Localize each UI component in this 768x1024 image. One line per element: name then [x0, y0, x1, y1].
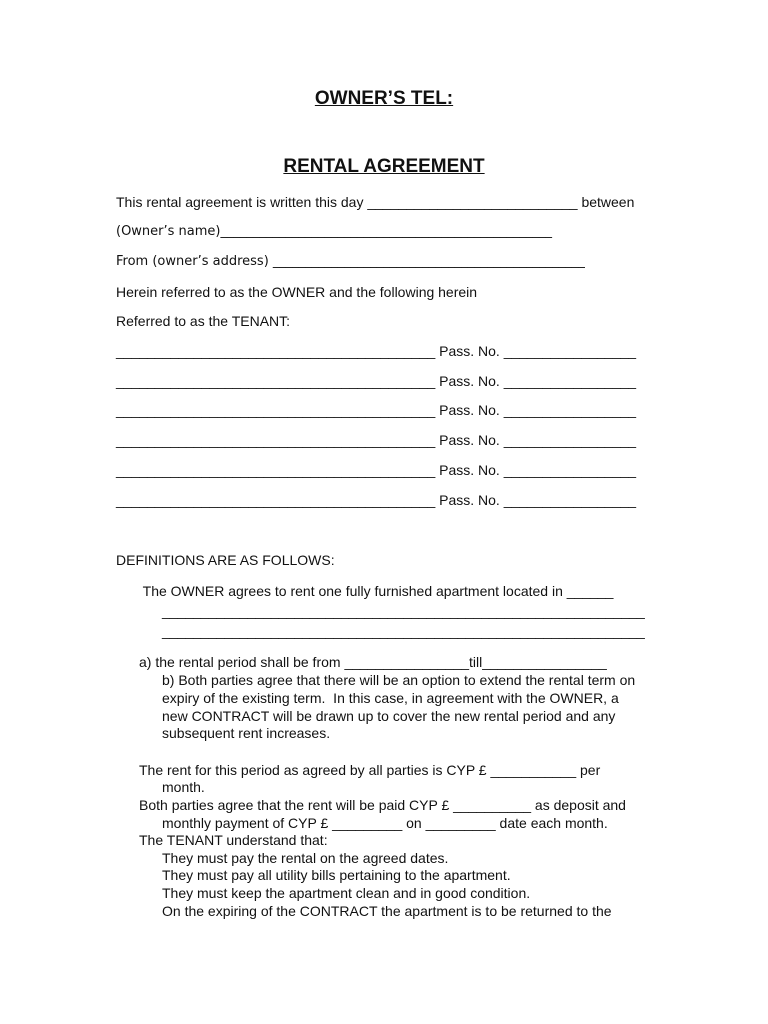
tenant-row: _________________________________________ Pass. No. _________________ — [116, 432, 637, 448]
tenant-row: _________________________________________ Pass. No. _________________ — [116, 492, 637, 508]
owner-name-line: (Owner’s name)___________________________________________________ — [116, 224, 552, 239]
tenant-row: _________________________________________ Pass. No. _________________ — [116, 373, 637, 389]
deposit-line: monthly payment of CYP £ _________ on _________ date each month. — [162, 815, 608, 831]
tenant-obligation-item: On the expiring of the CONTRACT the apartment is to be returned to the — [162, 903, 612, 919]
intro-date-line: This rental agreement is written this day ___________________________ between — [116, 194, 635, 210]
apartment-location-line: The OWNER agrees to rent one fully furnished apartment located in ______ — [139, 583, 614, 599]
tenant-obligation-item: They must pay all utility bills pertaining to the apartment. — [162, 867, 511, 883]
rent-amount-line: The rent for this period as agreed by all parties is CYP £ ___________ per — [139, 762, 601, 778]
apartment-blank-line: ______________________________________________________________ — [162, 623, 645, 639]
owner-tel-heading: OWNER’S TEL: — [314, 88, 454, 109]
apartment-blank-line: ______________________________________________________________ — [162, 603, 645, 619]
tenant-row: _________________________________________ Pass. No. _________________ — [116, 462, 637, 478]
rental-period-b-line: new CONTRACT will be drawn up to cover the new rental period and any — [162, 708, 616, 724]
rental-period-b-line: b) Both parties agree that there will be an option to extend the rental term on — [162, 672, 636, 688]
referred-tenant-line: Referred to as the TENANT: — [116, 313, 291, 329]
owner-address-line: From (owner’s address) ________________________________________________ — [116, 254, 585, 269]
rental-period-b-line: expiry of the existing term. In this case, in agreement with the OWNER, a — [162, 690, 619, 706]
tenant-understand-heading: The TENANT understand that: — [139, 832, 328, 848]
rent-amount-line: month. — [162, 779, 205, 795]
definitions-heading: DEFINITIONS ARE AS FOLLOWS: — [116, 552, 335, 568]
referred-owner-line: Herein referred to as the OWNER and the following herein — [116, 284, 478, 300]
rental-period-b-line: subsequent rent increases. — [162, 725, 331, 741]
tenant-row: _________________________________________ Pass. No. _________________ — [116, 343, 637, 359]
tenant-obligation-item: They must keep the apartment clean and in good condition. — [162, 885, 531, 901]
tenant-obligation-item: They must pay the rental on the agreed dates. — [162, 850, 449, 866]
page-title: RENTAL AGREEMENT — [283, 156, 485, 177]
rental-period-a: a) the rental period shall be from ________________till________________ — [139, 654, 607, 670]
tenant-row: _________________________________________ Pass. No. _________________ — [116, 402, 637, 418]
deposit-line: Both parties agree that the rent will be paid CYP £ __________ as deposit and — [139, 797, 626, 813]
